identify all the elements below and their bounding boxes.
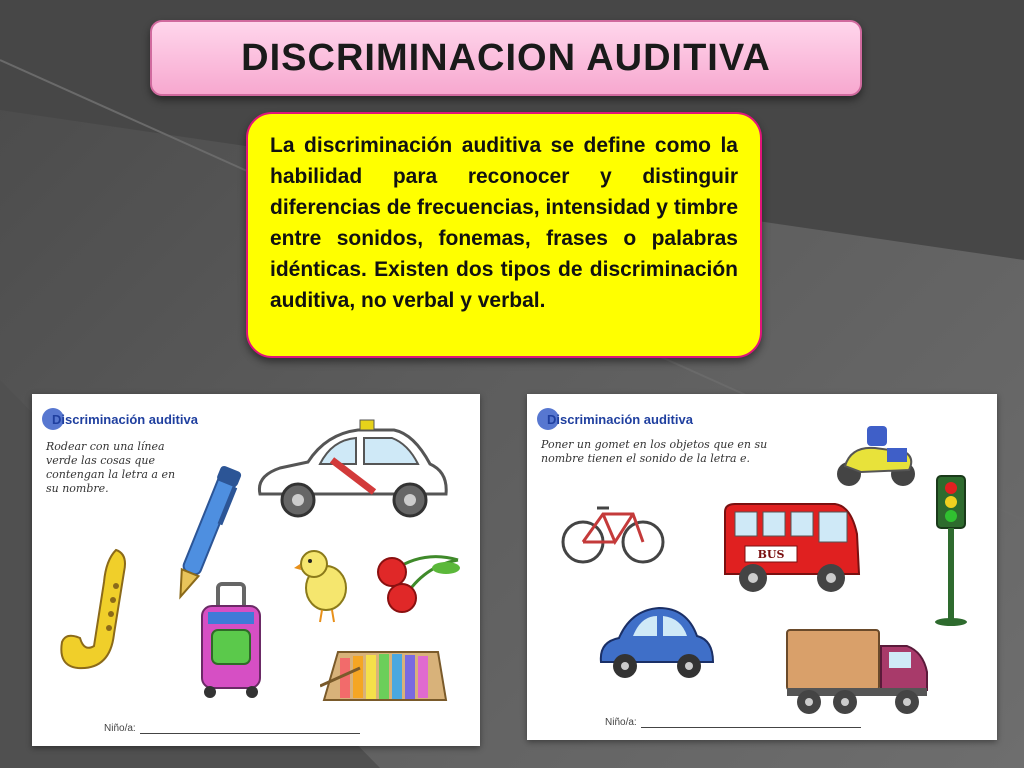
worksheet-right	[527, 394, 997, 740]
bus-icon	[717, 500, 867, 598]
bicycle-icon	[561, 494, 665, 566]
worksheet-right-name-field: Niño/a:	[605, 717, 861, 728]
backpack-icon	[194, 582, 274, 702]
xylophone-icon	[320, 646, 450, 714]
definition-box	[246, 112, 762, 358]
saxophone-icon	[54, 542, 144, 682]
taxi-car-icon	[252, 416, 452, 526]
worksheet-right-instructions: Poner un gomet en los objetos que en su nombre tienen el sonido de la letra e.	[541, 438, 768, 465]
chick-icon	[294, 542, 354, 626]
truck-icon	[783, 626, 933, 718]
motorcycle-icon	[831, 422, 921, 490]
slide-title: DISCRIMINACION AUDITIVA	[241, 36, 771, 79]
worksheet-left-instructions: Rodear con una línea verde las cosas que contengan la letra a en su nombre.	[46, 440, 176, 495]
blue-car-icon	[597, 600, 717, 684]
worksheet-left-name-field: Niño/a:	[104, 723, 360, 734]
slide-title-box	[150, 20, 862, 96]
cherries-icon	[374, 546, 464, 616]
worksheet-left	[32, 394, 480, 746]
bus-label: BUS	[757, 548, 785, 561]
worksheet-left-title: Discriminación auditiva	[42, 408, 198, 430]
definition-text: La discriminación auditiva se define como la habilidad para reconocer y distinguir diferencias de frecuencias, intensidad y timbre entre sonidos, fonemas, frases o palabras idénticas. Existen dos tipos de discriminación auditiva, no verbal y verbal.	[270, 134, 738, 312]
worksheet-right-title: Discriminación auditiva	[537, 408, 693, 430]
traffic-light-icon	[931, 472, 971, 632]
